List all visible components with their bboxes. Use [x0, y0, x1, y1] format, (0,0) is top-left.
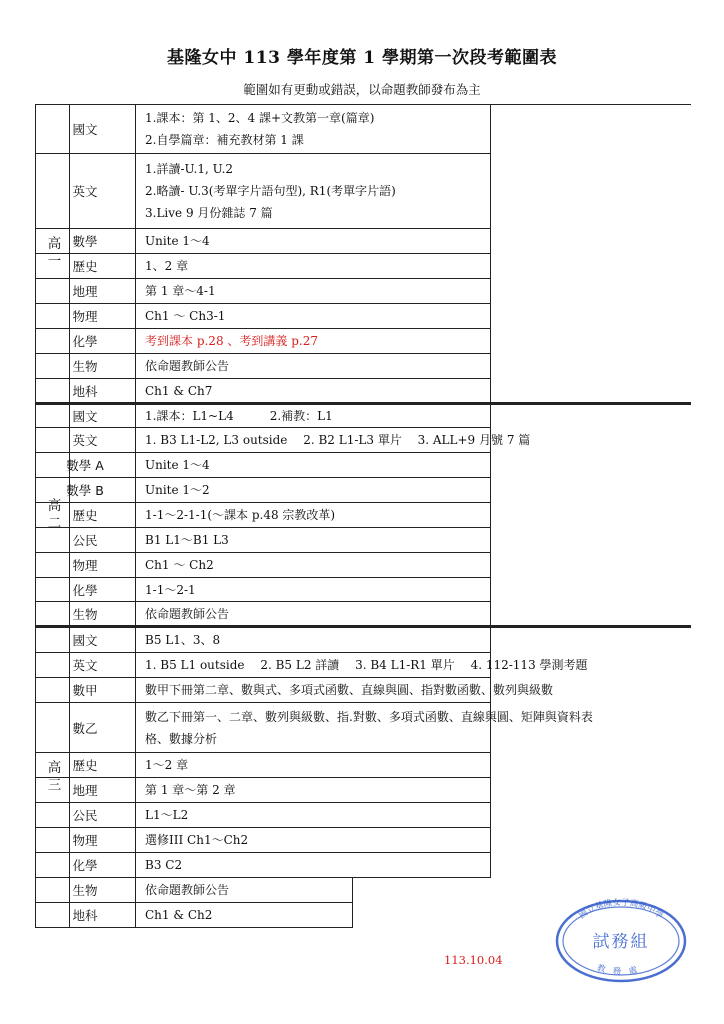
subject-cell: 數學 A — [35, 453, 136, 477]
content-cell: Unite 1〜4 — [145, 234, 210, 248]
table-row — [35, 853, 491, 878]
footer-date: 113.10.04 — [444, 953, 503, 967]
content-cell: 數乙下冊第一、二章、數列與級數、指.對數、多項式函數、直線與圓、矩陣與資料表 格、數據分析 — [145, 709, 593, 746]
content-cell: Unite 1〜4 — [145, 458, 210, 472]
subject-cell: 數學 — [35, 229, 136, 253]
subject-cell: 化學 — [35, 578, 136, 601]
subject-cell: 地理 — [35, 778, 136, 802]
subject-cell: 數甲 — [35, 678, 136, 702]
table-row — [35, 553, 491, 578]
table-row — [35, 753, 491, 778]
content-cell: 考到課本 p.28 、考到講義 p.27 — [145, 334, 318, 348]
table-row — [35, 453, 491, 478]
table-row — [35, 578, 491, 602]
svg-text:教務處: 教務處 — [595, 963, 647, 978]
subject-cell: 公民 — [35, 803, 136, 827]
page-subtitle: 範圍如有更動或錯誤，以命題教師發布為主 — [243, 82, 481, 97]
content-cell: B5 L1、3、8 — [145, 633, 221, 647]
subject-cell: 化學 — [35, 853, 136, 877]
table-row — [35, 104, 491, 154]
content-cell: 依命題教師公告 — [145, 359, 230, 373]
table-row — [35, 628, 491, 653]
content-cell: 1.課本：L1~L4 2.補教：L1 — [145, 409, 333, 423]
content-cell: 1-1〜2-1 — [145, 582, 196, 597]
table-row — [35, 405, 491, 428]
table-row — [35, 279, 491, 304]
content-cell: B3 C2 — [145, 858, 183, 872]
table-row — [35, 828, 491, 853]
content-cell: 1〜2 章 — [145, 758, 189, 772]
table-row — [35, 304, 491, 329]
content-cell: L1〜L2 — [145, 808, 189, 822]
content-cell: 選修III Ch1〜Ch2 — [145, 833, 249, 847]
table-row — [35, 678, 554, 703]
subject-cell: 數乙 — [35, 703, 136, 752]
table-row — [35, 878, 353, 903]
subject-cell: 國文 — [35, 405, 136, 427]
table-row — [35, 602, 491, 625]
grade-label-3: 高三 — [35, 628, 70, 928]
subject-cell: 歷史 — [35, 503, 136, 527]
table-row — [35, 528, 491, 553]
table-row — [35, 254, 491, 279]
content-cell: 1.課本：第 1、2、4 課+文教第一章(篇章) 2.自學篇章：補充教材第 1 課 — [145, 110, 375, 147]
content-cell: 1.詳讀-U.1, U.2 2.略讀- U.3(考單字片語句型), R1(考單字片語) 3.Live 9 月份雜誌 7 篇 — [145, 162, 396, 220]
subject-cell: 歷史 — [35, 753, 136, 777]
page-title: 基隆女中 113 學年度第 1 學期第一次段考範圍表 — [167, 48, 557, 68]
subject-cell: 數學 B — [35, 478, 136, 502]
subject-cell: 生物 — [35, 602, 136, 625]
grade-label-1: 高一 — [35, 104, 70, 402]
grade-label-2: 高二 — [35, 405, 70, 625]
office-seal-stamp — [551, 893, 691, 983]
svg-text:試務組: 試務組 — [592, 932, 650, 952]
table-row — [35, 354, 491, 379]
subject-cell: 歷史 — [35, 254, 136, 278]
table-row — [35, 653, 588, 678]
table-row — [35, 803, 491, 828]
subject-cell: 生物 — [35, 354, 136, 378]
content-cell: Ch1 & Ch2 — [145, 908, 213, 922]
subject-cell: 地科 — [35, 379, 136, 402]
table-row — [35, 903, 353, 928]
subject-cell: 地科 — [35, 903, 136, 927]
content-cell: 1. B3 L1-L2, L3 outside 2. B2 L1-L3 單片 3. ALL+9 月號 7 篇 — [145, 433, 531, 447]
subject-cell: 國文 — [35, 104, 136, 153]
subject-cell: 物理 — [35, 553, 136, 577]
table-row — [35, 778, 491, 803]
content-cell: B1 L1〜B1 L3 — [145, 533, 229, 547]
table-row — [35, 503, 491, 528]
table-row — [35, 478, 491, 503]
subject-cell: 英文 — [35, 428, 136, 452]
content-cell: Ch1 〜 Ch3-1 — [145, 309, 226, 323]
subject-cell: 地理 — [35, 279, 136, 303]
subject-cell: 英文 — [35, 154, 136, 228]
table-row — [35, 329, 491, 354]
content-cell: 依命題教師公告 — [145, 883, 230, 897]
subject-cell: 英文 — [35, 653, 136, 677]
content-cell: 1、2 章 — [145, 259, 189, 273]
content-cell: 數甲下冊第二章、數與式、多項式函數、直線與圓、指對數函數、數列與級數 — [145, 683, 554, 697]
content-cell: 1-1〜2-1-1(〜課本 p.48 宗教改革) — [145, 508, 336, 522]
subject-cell: 國文 — [35, 628, 136, 652]
content-cell: 依命題教師公告 — [145, 606, 230, 621]
content-cell: Ch1 〜 Ch2 — [145, 558, 214, 572]
content-cell: 1. B5 L1 outside 2. B5 L2 詳讀 3. B4 L1-R1 單片 4. 112-113 學測考題 — [145, 658, 588, 672]
table-row — [35, 154, 491, 229]
content-cell: Ch1 & Ch7 — [145, 383, 213, 398]
content-cell: Unite 1〜2 — [145, 483, 210, 497]
content-cell: 第 1 章〜4-1 — [145, 284, 216, 298]
content-cell: 第 1 章〜第 2 章 — [145, 783, 236, 797]
table-row — [35, 703, 593, 753]
svg-text:國立基隆女子高級中學: 國立基隆女子高級中學 — [577, 897, 665, 922]
table-row — [35, 428, 531, 453]
subject-cell: 公民 — [35, 528, 136, 552]
subject-cell: 物理 — [35, 304, 136, 328]
subject-cell: 生物 — [35, 878, 136, 902]
subject-cell: 化學 — [35, 329, 136, 353]
table-row — [35, 229, 491, 254]
subject-cell: 物理 — [35, 828, 136, 852]
table-row — [35, 379, 491, 402]
